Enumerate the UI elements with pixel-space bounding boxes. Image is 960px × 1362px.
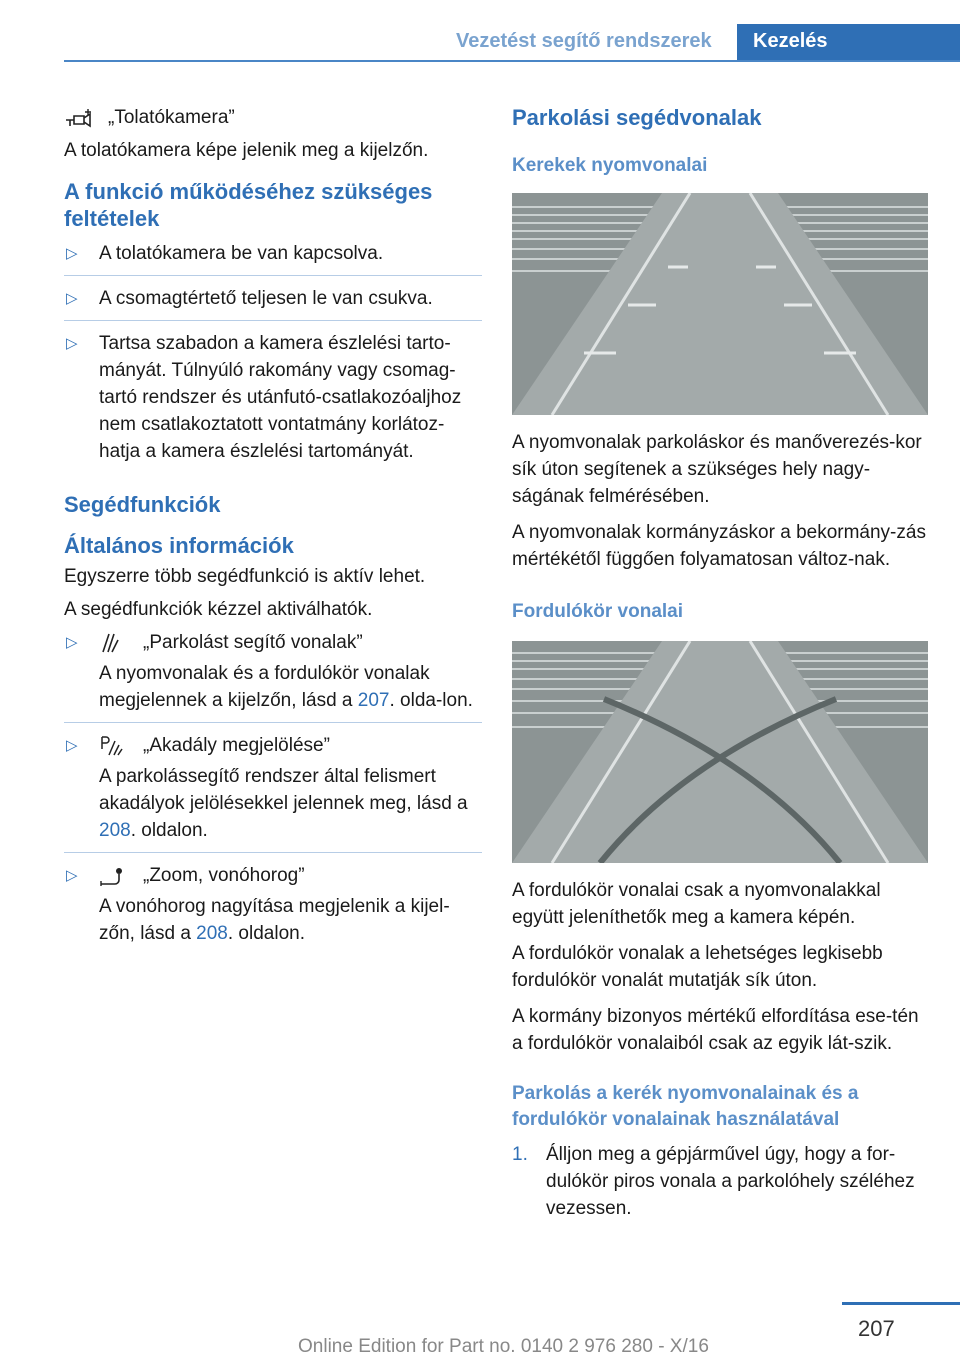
feature-label: ▷ „Zoom, vonóhorog”: [143, 865, 305, 886]
step-number: 1.: [512, 1144, 528, 1165]
wheel-lines-text-1: A nyomvonalak parkoláskor és manőverezés-kor sík úton segítenek a szükséges hely nagy-ságának felmérésében.: [512, 432, 922, 507]
wheel-lines-heading: Kerekek nyomvonalai: [512, 155, 708, 176]
general-text-1: Egyszerre több segédfunkció is aktív lehet.: [64, 566, 426, 587]
requirements-heading: A funkció működéséhez szükséges feltételek: [64, 179, 433, 231]
header-section-title: Vezetést segítő rendszerek: [456, 30, 712, 52]
assist-functions-heading: Segédfunkciók: [64, 492, 221, 517]
page-link[interactable]: 208: [196, 923, 228, 944]
list-item: ▷ A tolatókamera be van kapcsolva.: [64, 240, 482, 276]
turning-circle-text-3: A kormány bizonyos mértékű elfordítása ese-tén a fordulókör vonalaiból csak az egyik lát-szik.: [512, 1006, 919, 1054]
parking-lines-icon: [99, 632, 133, 654]
edition-footer: Online Edition for Part no. 0140 2 976 280 - X/16: [298, 1336, 709, 1357]
turning-circle-text-2: A fordulókör vonalak a lehetséges legkisebb fordulókör vonalát mutatják sík úton.: [512, 943, 883, 991]
page-link[interactable]: 208: [99, 820, 131, 841]
left-column: [64, 104, 482, 956]
parking-lines-heading: Parkolási segédvonalak: [512, 105, 762, 130]
turning-circle-heading: Fordulókör vonalai: [512, 601, 684, 622]
parking-steps-list: [512, 1141, 930, 1222]
general-info-heading: Általános információk: [64, 533, 294, 558]
camera-label: „Tolatókamera”: [108, 107, 235, 128]
list-item: ▷ A csomagtértető teljesen le van csukva.: [64, 285, 482, 321]
turning-circle-text-1: A fordulókör vonalai csak a nyomvonalakkal együtt jeleníthetők meg a kamera képén.: [512, 880, 881, 928]
requirements-list: [64, 240, 482, 465]
list-item: ▷ „Zoom, vonóhorog” A vonóhorog nagyítása megjelenik a kijel-zőn, lásd a 208. oldalon.: [64, 862, 482, 947]
page-number: 207: [858, 1316, 895, 1341]
tow-hitch-zoom-icon: [99, 865, 133, 887]
wheel-lines-camera-image: [512, 193, 928, 415]
rear-camera-icon: [64, 107, 98, 129]
parking-usage-heading: Parkolás a kerék nyomvonalainak és a fordulókör vonalainak használatával: [512, 1083, 859, 1130]
turning-circle-camera-image: [512, 641, 928, 863]
header-chapter-tab[interactable]: Kezelés: [737, 24, 960, 62]
obstacle-marking-icon: [99, 735, 133, 757]
feature-label: ▷ „Parkolást segítő vonalak”: [143, 632, 363, 653]
list-item: ▷ „Akadály megjelölése” A parkolássegítő rendszer által felismert akadályok jelölésekkel jelennek meg, lásd a 208. oldalon.: [64, 732, 482, 853]
list-item: ▷ „Parkolást segítő vonalak” A nyomvonalak és a fordulókör vonalak megjelennek a kijelzőn, lásd a 207. olda-lon.: [64, 629, 482, 723]
header-rule: [64, 60, 960, 62]
wheel-lines-text-2: A nyomvonalak kormányzáskor a bekormány-zás mértékétől függően folyamatosan változ-nak.: [512, 522, 926, 570]
general-text-2: A segédfunkciók kézzel aktiválhatók.: [64, 599, 373, 620]
camera-text: A tolatókamera képe jelenik meg a kijelzőn.: [64, 140, 429, 161]
right-column: [512, 104, 930, 1222]
list-item: 1. Álljon meg a gépjárművel úgy, hogy a for-dulókör piros vonala a parkolóhely széléhez vezessen.: [512, 1141, 930, 1222]
camera-menu-item: [64, 104, 482, 131]
assist-functions-list: [64, 629, 482, 947]
list-item: ▷ Tartsa szabadon a kamera észlelési tarto-mányát. Túlnyúló rakomány vagy csomag-tartó rendszer és utánfutó-csatlakozóaljhoz nem csatlakoztatott vontatmány korlátoz-hatja a kamera észlelési tartományát.: [64, 330, 482, 465]
feature-label: ▷ „Akadály megjelölése”: [143, 735, 330, 756]
footer-rule: [842, 1302, 960, 1305]
page-link[interactable]: 207: [357, 690, 390, 711]
